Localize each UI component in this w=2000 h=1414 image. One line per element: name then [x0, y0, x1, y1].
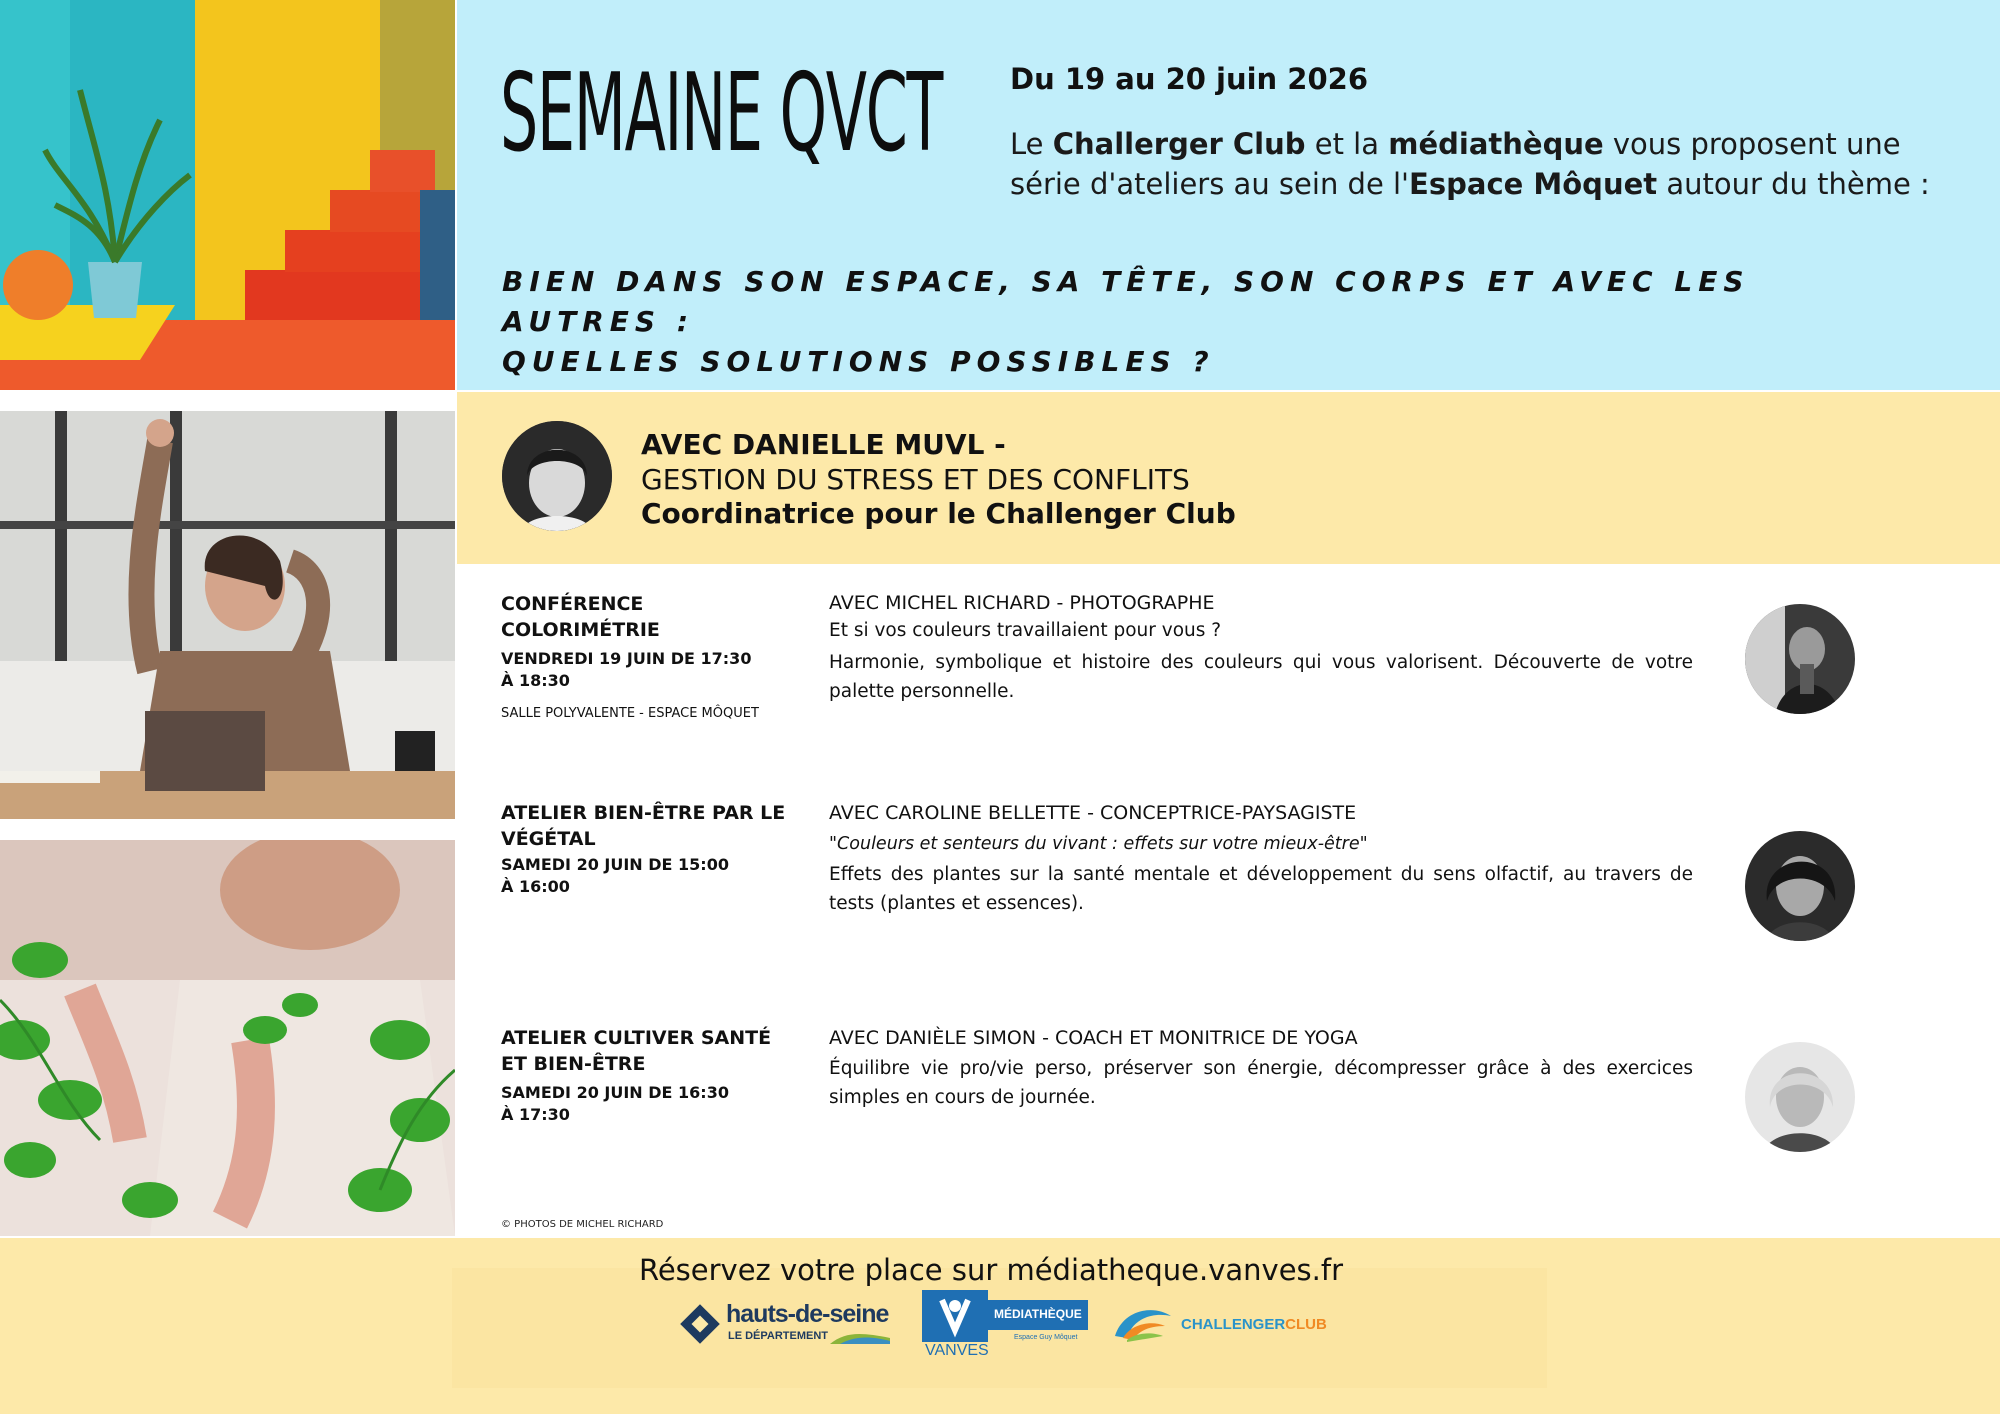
mediatheque-vanves-logo: MÉDIATHÈQUE VANVES Espace Guy Môquet: [922, 1290, 1092, 1360]
theme-line-1: BIEN DANS SON ESPACE, SA TÊTE, SON CORPS ET AVEC LES AUTRES :: [502, 265, 1750, 338]
theme-heading: [502, 262, 1902, 382]
hauts-de-seine-logo: hauts-de-seine LE DÉPARTEMENT: [678, 1300, 893, 1348]
page-title: SEMAINE QVCT: [500, 51, 943, 176]
event-description: Équilibre vie pro/vie perso, préserver son énergie, décompresser grâce à des exercices simples en cours de journée.: [829, 1058, 1693, 1108]
stairs-photo: [0, 0, 455, 390]
photo-credit: © PHOTOS DE MICHEL RICHARD: [501, 1219, 664, 1230]
event-description: Harmonie, symbolique et histoire des couleurs qui vous valorisent. Découverte de votre palette personnelle.: [829, 652, 1693, 702]
event-date: SAMEDI 20 JUIN DE 16:30 À 17:30: [501, 1083, 729, 1124]
speaker-avatar-michel: [1745, 604, 1855, 714]
event-speaker: AVEC MICHEL RICHARD - PHOTOGRAPHE: [829, 592, 1215, 614]
event-subtitle: Et si vos couleurs travaillaient pour vous ?: [829, 620, 1222, 641]
stretching-woman-photo: [0, 411, 455, 819]
event-speaker: AVEC DANIÈLE SIMON - COACH ET MONITRICE DE YOGA: [829, 1027, 1358, 1049]
speaker-avatar-daniele: [1745, 1042, 1855, 1152]
speaker-avatar-caroline: [1745, 831, 1855, 941]
event-subtitle: "Couleurs et senteurs du vivant : effets sur votre mieux-être": [829, 834, 1368, 854]
featured-topic: GESTION DU STRESS ET DES CONFLITS: [641, 463, 1190, 496]
plant-hands-photo: [0, 840, 455, 1236]
event-description: Effets des plantes sur la santé mentale et développement du sens olfactif, au travers de tests (plantes et essences).: [829, 864, 1693, 914]
event-venue: SALLE POLYVALENTE - ESPACE MÔQUET: [501, 706, 759, 721]
event-dates: Du 19 au 20 juin 2026: [1010, 62, 1369, 96]
featured-role: Coordinatrice pour le Challenger Club: [641, 497, 1236, 530]
event-title: ATELIER BIEN-ÊTRE PAR LE VÉGÉTAL: [501, 802, 786, 850]
featured-speaker-name: AVEC DANIELLE MUVL -: [641, 428, 1006, 461]
event-speaker: AVEC CAROLINE BELLETTE - CONCEPTRICE-PAYSAGISTE: [829, 802, 1357, 824]
event-date: SAMEDI 20 JUIN DE 15:00 À 16:00: [501, 855, 729, 896]
event-date: VENDREDI 19 JUIN DE 17:30 À 18:30: [501, 649, 752, 690]
event-title: CONFÉRENCE COLORIMÉTRIE: [501, 593, 660, 641]
intro-text: Le Challerger Club et la médiathèque vous proposent une série d'ateliers au sein de l'Espace Môquet autour du thème :: [1010, 127, 1930, 201]
challenger-club-logo: CHALLENGERCLUB: [1113, 1302, 1323, 1344]
theme-line-2: QUELLES SOLUTIONS POSSIBLES ?: [502, 345, 1215, 378]
reservation-text: Réservez votre place sur médiatheque.vanves.fr: [638, 1253, 1344, 1287]
event-title: ATELIER CULTIVER SANTÉ ET BIEN-ÊTRE: [501, 1027, 772, 1075]
featured-speaker-avatar: [502, 421, 612, 531]
